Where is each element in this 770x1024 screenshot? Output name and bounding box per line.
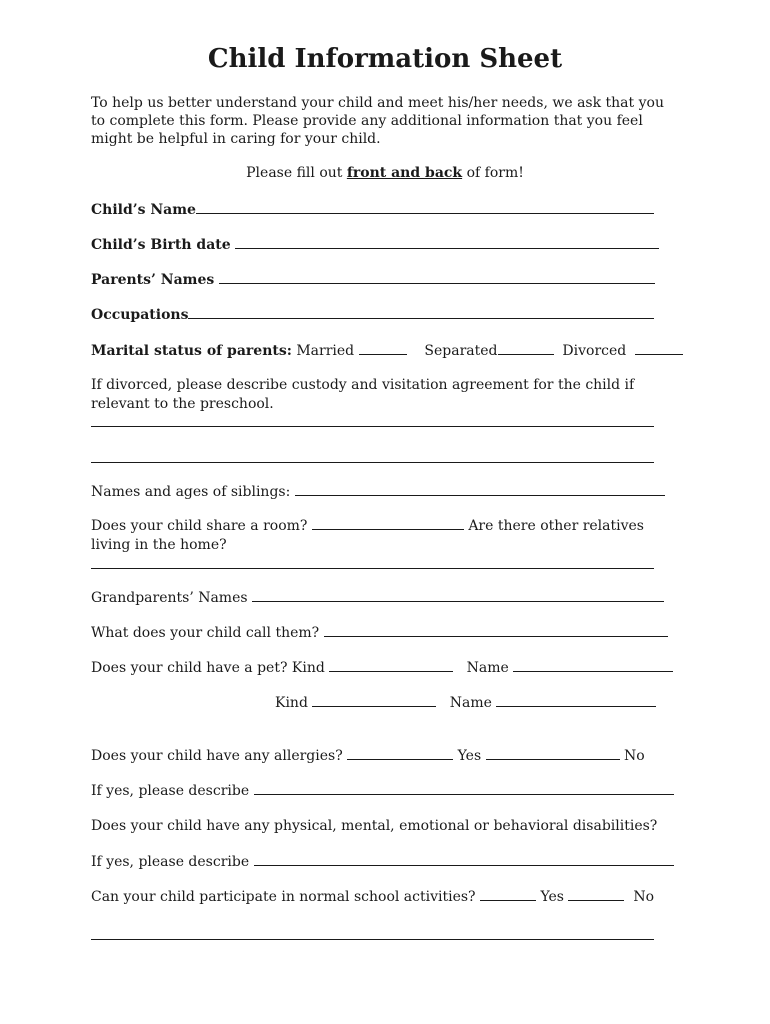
disabilities-describe-label: If yes, please describe [91,854,250,870]
separated-field[interactable] [498,341,554,355]
allergies-yes-field[interactable] [347,746,453,760]
siblings-label: Names and ages of siblings: [91,484,291,500]
custody-line-1[interactable] [91,426,654,427]
share-room-field[interactable] [312,516,464,530]
siblings-field[interactable] [295,482,665,496]
parents-names-field[interactable] [219,270,655,284]
divorced-field[interactable] [635,341,683,355]
allergies-describe-row [91,781,674,800]
disabilities-describe-row [91,852,674,871]
custody-line-2[interactable] [91,462,654,463]
pet-name-label-2: Name [449,695,492,711]
pet-name-field-2[interactable] [496,693,656,707]
allergies-row [91,746,645,765]
separated-label: Separated [424,343,498,359]
marital-status-row [91,341,683,360]
custody-question: If divorced, please describe custody and visitation agreement for the child if relevant to the preschool. [91,377,635,412]
allergies-yes-label: Yes [457,748,482,764]
normal-activities-row [91,887,654,906]
married-label: Married [296,343,355,359]
occupations-field[interactable] [188,305,654,319]
child-name-row [91,200,654,219]
allergies-no-label: No [624,748,645,764]
child-name-label: Child’s Name [91,202,196,218]
allergies-describe-label: If yes, please describe [91,783,250,799]
grandparents-label: Grandparents’ Names [91,590,248,606]
normal-activities-no-label: No [633,889,655,905]
parents-names-label: Parents’ Names [91,272,215,288]
normal-activities-label: Can your child participate in normal school activities? [91,889,476,905]
fill-note [0,165,770,181]
parents-names-row [91,270,655,289]
occupations-label: Occupations [91,307,189,323]
birth-date-row [91,235,659,254]
divorced-label: Divorced [562,343,627,359]
disabilities-question: Does your child have any physical, mental, emotional or behavioral disabilities? [91,818,658,834]
call-them-row [91,623,668,642]
grandparents-field[interactable] [252,588,664,602]
siblings-row [91,482,665,501]
married-field[interactable] [359,341,407,355]
relatives-line[interactable] [91,568,654,569]
pet-name-label-1: Name [466,660,509,676]
marital-status-label: Marital status of parents: [91,343,292,359]
pet-name-field-1[interactable] [513,658,673,672]
disabilities-describe-field[interactable] [254,852,674,866]
fill-note-after: of form! [462,165,524,181]
fill-note-before: Please fill out [246,165,347,181]
pet-kind-label-2: Kind [275,695,308,711]
allergies-label: Does your child have any allergies? [91,748,343,764]
child-name-field[interactable] [196,200,654,214]
notes-line[interactable] [91,939,654,940]
pet-row-1 [91,658,673,677]
normal-activities-yes-label: Yes [540,889,564,905]
allergies-no-field[interactable] [486,746,620,760]
occupations-row [91,305,654,324]
pet-kind-field-2[interactable] [312,693,436,707]
page-title: Child Information Sheet [207,44,563,74]
birth-date-field[interactable] [235,235,659,249]
call-them-label: What does your child call them? [91,625,320,641]
pet-label: Does your child have a pet? Kind [91,660,325,676]
normal-activities-yes-field[interactable] [480,887,536,901]
pet-kind-field-1[interactable] [329,658,453,672]
grandparents-row [91,588,664,607]
intro-paragraph: To help us better understand your child and meet his/her needs, we ask that you to complete this form. Please provide any additional information that you feel might be helpful in caring for your child. [91,95,664,147]
share-room-row [91,516,676,555]
share-room-label: Does your child share a room? [91,518,308,534]
relatives-label: Are there other relatives living in the home? [91,518,644,553]
allergies-describe-field[interactable] [254,781,674,795]
call-them-field[interactable] [324,623,668,637]
fill-note-emphasis: front and back [346,165,463,181]
normal-activities-no-field[interactable] [568,887,624,901]
pet-row-2 [275,693,656,712]
birth-date-label: Child’s Birth date [91,237,231,253]
